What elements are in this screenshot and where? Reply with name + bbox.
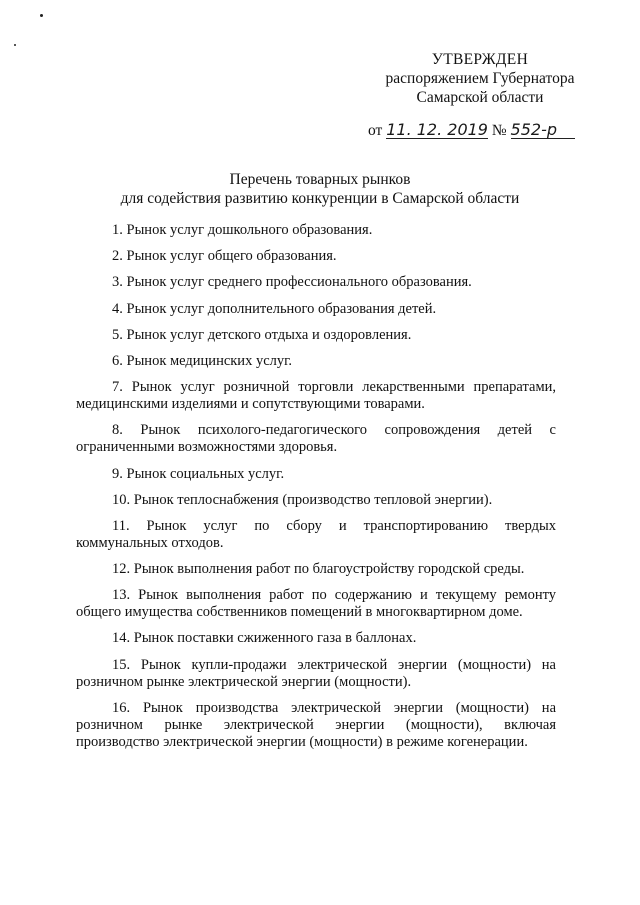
approval-stamp-block	[350, 50, 610, 140]
approval-heading: УТВЕРЖДЕН	[431, 51, 529, 68]
list-item-line: производство электрической энергии (мощности) в режиме когенерации.	[76, 733, 528, 750]
list-item-line: 9. Рынок социальных услуг.	[112, 465, 285, 482]
list-item	[76, 700, 556, 751]
list-item-line: розничном рынке электрической энергии (мощности).	[76, 673, 412, 690]
list-item	[76, 630, 556, 647]
list-item-line: 7. Рынок услуг розничной торговли лекарственными препаратами,	[112, 379, 556, 396]
list-item-line: 14. Рынок поставки сжиженного газа в баллонах.	[112, 630, 417, 647]
list-item	[76, 327, 556, 344]
list-item	[76, 561, 556, 578]
list-item	[76, 587, 556, 621]
list-item-line: 8. Рынок психолого-педагогического сопровождения детей с	[112, 422, 556, 439]
list-item	[76, 248, 556, 265]
from-label: от	[368, 122, 383, 139]
approval-line-1: распоряжением Губернатора	[385, 70, 575, 87]
list-item	[76, 301, 556, 318]
handwritten-date: 11. 12. 2019	[386, 120, 488, 139]
scan-speck	[14, 44, 16, 46]
list-item-line: 10. Рынок теплоснабжения (производство тепловой энергии).	[112, 491, 493, 508]
list-item	[76, 492, 556, 509]
list-item-line: 1. Рынок услуг дошкольного образования.	[112, 222, 373, 238]
list-item-line: ограниченными возможностями здоровья.	[76, 439, 338, 456]
scan-speck	[40, 14, 43, 17]
approval-date-number-line	[350, 121, 610, 140]
list-item-line: 4. Рынок услуг дополнительного образования детей.	[112, 300, 437, 317]
list-item-line: 6. Рынок медицинских услуг.	[112, 352, 293, 369]
markets-list	[76, 222, 556, 760]
list-item-line: медицинскими изделиями и сопутствующими товарами.	[76, 396, 425, 413]
list-item-line: розничном рынке электрической энергии (мощности), включая	[76, 716, 556, 733]
list-item	[76, 222, 556, 239]
document-title	[60, 170, 580, 208]
list-item	[76, 422, 556, 456]
list-item-line: 13. Рынок выполнения работ по содержанию и текущему ремонту	[112, 587, 556, 604]
title-line-1: Перечень товарных рынков	[229, 171, 411, 188]
title-line-2: для содействия развитию конкуренции в Самарской области	[120, 190, 520, 207]
handwritten-number: 552-р	[511, 122, 575, 139]
list-item	[76, 657, 556, 691]
list-item	[76, 518, 556, 552]
approval-line-2: Самарской области	[416, 89, 544, 106]
list-item	[76, 353, 556, 370]
list-item-line: 2. Рынок услуг общего образования.	[112, 248, 337, 265]
list-item-line: 11. Рынок услуг по сбору и транспортированию твердых	[112, 517, 556, 534]
list-item-line: 3. Рынок услуг среднего профессионального образования.	[112, 274, 472, 291]
list-item	[76, 274, 556, 291]
list-item	[76, 466, 556, 483]
list-item-line: 12. Рынок выполнения работ по благоустройству городской среды.	[112, 561, 525, 578]
list-item-line: 15. Рынок купли-продажи электрической энергии (мощности) на	[112, 656, 556, 673]
list-item-line: 16. Рынок производства электрической энергии (мощности) на	[112, 699, 556, 716]
list-item-line: общего имущества собственников помещений в многоквартирном доме.	[76, 604, 523, 621]
list-item-line: коммунальных отходов.	[76, 534, 224, 551]
list-item-line: 5. Рынок услуг детского отдыха и оздоровления.	[112, 326, 412, 343]
list-item	[76, 379, 556, 413]
number-label: №	[491, 122, 507, 139]
